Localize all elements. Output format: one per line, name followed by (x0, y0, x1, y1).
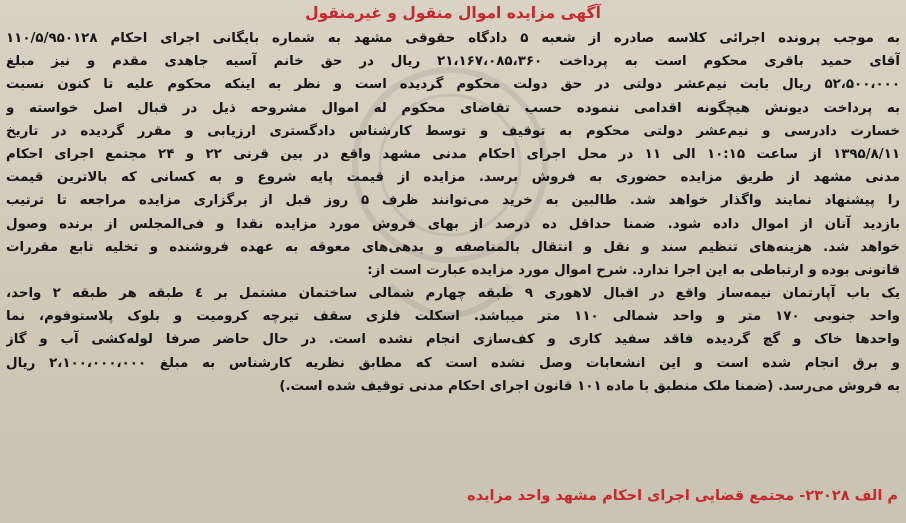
body-line: خسارت دادرسی و نیم‌عشر دولتی محکوم به توقیف و توسط کارشناس دادگستری ارزیابی و مقرر گردیده در تاریخ (6, 123, 900, 139)
notice-footer: م الف ۲۳۰۲۸- مجتمع قضایی اجرای احکام مشهد واحد مزایده (467, 488, 898, 504)
body-line: به فروش می‌رسد. (ضمنا ملک منطبق با ماده ۱۰۱ قانون اجرای احکام مدنی توقیف شده است.) (279, 378, 900, 394)
notice-title: آگهی مزایده اموال منقول و غیرمنقول (305, 4, 601, 22)
body-line: ۱۳۹۵/۸/۱۱ از ساعت ۱۰:۱۵ الی ۱۱ در محل اجرای احکام مدنی مشهد واقع در بین قرنی ۲۲ و ۲۴ مجتمع اجرای احکام (6, 146, 900, 162)
body-line: به موجب پرونده اجرائی کلاسه صادره از شعبه ۵ دادگاه حقوقی مشهد به شماره بایگانی اجرای احکام ۱۱۰/۵/۹۵۰۱۲۸ (6, 31, 900, 46)
body-line: قانونی بوده و ارتباطی به این اجرا ندارد. شرح اموال مورد مزایده عبارت است از: (367, 262, 900, 278)
body-line: را پیشنهاد نمایند واگذار خواهد شد. طالبین به خرید می‌توانند ظرف ۵ روز قبل از برگزاری مزایده مراجعه تا ترتیب (6, 193, 900, 209)
body-line: ۵۲،۵۰۰،۰۰۰ ریال بابت نیم‌عشر دولتی در حق دولت محکوم گردیده است و نظر به اینکه محکوم علیه تا کنون نسبت (6, 77, 900, 93)
body-line: واحدها خاک و گچ گردیده فاقد سفید کاری و کف‌سازی انجام نشده است. در حال حاضر صرفا لوله‌کشی آب و گاز (6, 332, 900, 348)
body-line: بازدید آنان از اموال داده شود. ضمنا حداقل ده درصد از بهای فروش مورد مزایده نقدا و فی‌المجلس از برنده وصول (6, 216, 900, 232)
body-line: مدنی مشهد از طریق مزایده حضوری به فروش برسد. مزایده از قیمت پایه شروع و به کسانی که بالاترین قیمت (6, 170, 900, 186)
body-line: واحد جنوبی ۱۷۰ متر و واحد شمالی ۱۱۰ متر میباشد. اسکلت فلزی سقف تیرچه کرومیت و بلوک پلاستوفوم، نما (6, 309, 900, 325)
body-line: و برق انجام شده است و این انشعابات وصل نشده است که مطابق نظریه کارشناس به مبلغ ۲،۱۰۰،۰۰۰،۰۰۰ ریال (6, 355, 900, 371)
body-line: خواهد شد. هزینه‌های تنظیم سند و نقل و انتقال بالمناصفه و بدهی‌های معوقه به عهده فروشنده و تخلیه تابع مقررات (6, 239, 900, 255)
body-line: یک باب آپارتمان نیمه‌ساز واقع در اقبال لاهوری ۹ طبقه چهارم شمالی ساختمان مشتمل بر ٤ طبقه هر طبقه ۲ واحد، (6, 286, 900, 302)
body-line: به پرداخت دیونش هیچگونه اقدامی ننموده حسب تقاضای محکوم له اموال مشروحه ذیل در قبال اصل خواسته و (6, 100, 900, 116)
body-line: آقای حمید باقری محکوم است به پرداخت ۲۱،۱۶۷،۰۸۵،۳۶۰ ریال در حق خانم آسیه جاهدی مقدم و نیز مبلغ (6, 54, 900, 70)
notice-body (6, 27, 900, 398)
